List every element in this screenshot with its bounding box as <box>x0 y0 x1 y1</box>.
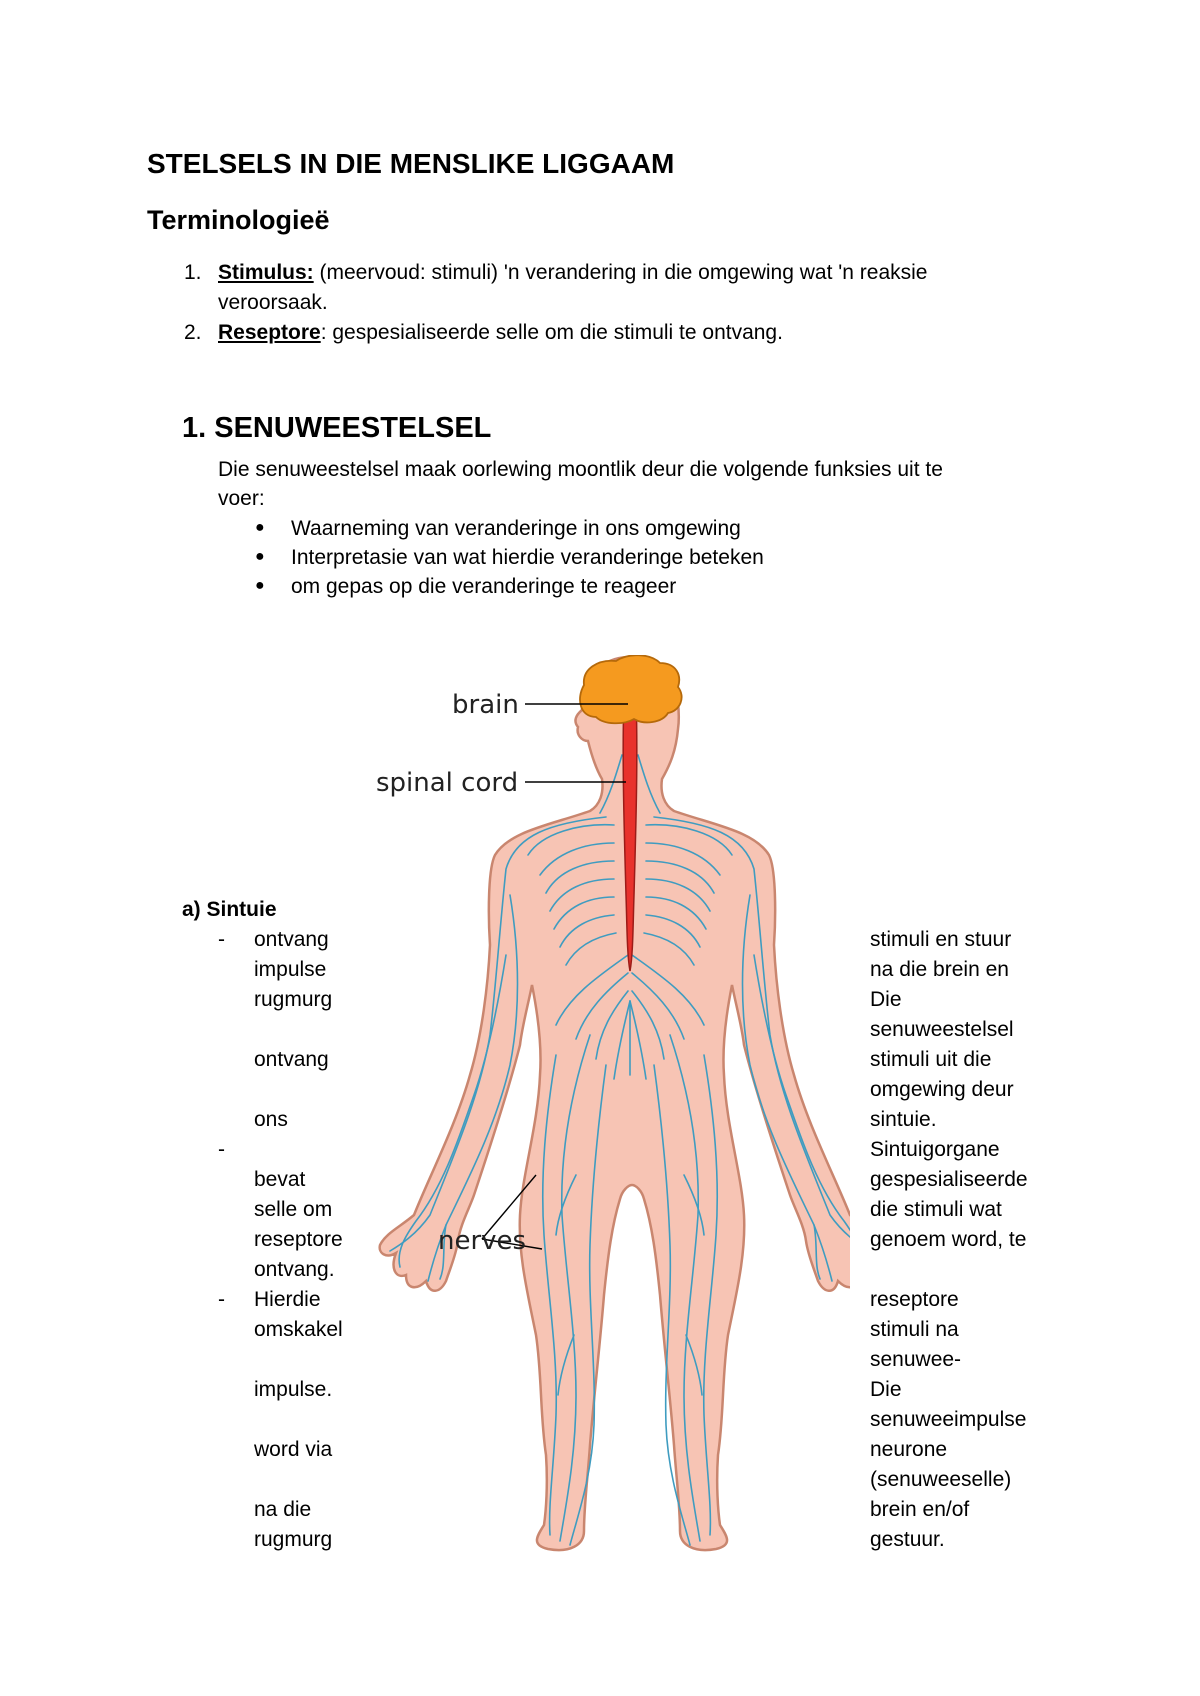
bullet-icon: ● <box>255 548 265 565</box>
term-number: 1. <box>184 261 202 284</box>
right-column-line: reseptore <box>870 1288 959 1311</box>
term-number: 2. <box>184 321 202 344</box>
right-column-line: Die <box>870 1378 902 1401</box>
figure-label-brain: brain <box>452 690 519 720</box>
term-item <box>218 258 1078 318</box>
left-column-line: ontvang. <box>254 1258 335 1281</box>
nervous-system-figure <box>370 655 850 1555</box>
right-column-line: senuweeimpulse <box>870 1408 1027 1431</box>
subsection-heading: a) Sintuie <box>182 898 277 921</box>
left-column-line: ontvang <box>254 928 329 951</box>
left-column-line: impulse. <box>254 1378 333 1401</box>
bullet-icon: ● <box>255 519 265 536</box>
term-definition: : gespesialiseerde selle om die stimuli te ontvang. <box>320 321 783 344</box>
left-column-line: selle om <box>254 1198 333 1221</box>
left-column-line: omskakel <box>254 1318 343 1341</box>
left-column-line: ontvang <box>254 1048 329 1071</box>
section-intro: Die senuweestelsel maak oorlewing moontlik deur die volgende funksies uit te <box>218 458 943 481</box>
term-definition-cont: veroorsaak. <box>218 291 328 314</box>
left-column-line: na die <box>254 1498 312 1521</box>
list-dash: - <box>218 928 225 951</box>
right-column-line: neurone <box>870 1438 948 1461</box>
terminology-heading: Terminologieë <box>147 205 330 235</box>
page-title: STELSELS IN DIE MENSLIKE LIGGAAM <box>147 148 675 179</box>
left-column-line: rugmurg <box>254 1528 333 1551</box>
right-column-line: na die brein en <box>870 958 1009 981</box>
right-column-line: genoem word, te <box>870 1228 1027 1251</box>
list-dash: - <box>218 1288 225 1311</box>
list-dash: - <box>218 1138 225 1161</box>
section-heading: 1. SENUWEESTELSEL <box>182 412 492 444</box>
brain-shape <box>580 655 682 723</box>
right-column-line: stimuli na <box>870 1318 959 1341</box>
right-column-line: senuwee- <box>870 1348 962 1371</box>
bullet-item: Interpretasie van wat hierdie veranderinge beteken <box>291 546 764 569</box>
right-column-line: omgewing deur <box>870 1078 1014 1101</box>
term-definition: (meervoud: stimuli) 'n verandering in die omgewing wat 'n reaksie <box>313 261 928 284</box>
right-column-line: brein en/of <box>870 1498 970 1521</box>
left-column-line: word via <box>254 1438 333 1461</box>
term-item <box>218 318 1078 348</box>
left-column-line: Hierdie <box>254 1288 321 1311</box>
left-column-line: bevat <box>254 1168 306 1191</box>
figure-label-nerves: nerves <box>438 1226 527 1256</box>
left-column-line: impulse <box>254 958 327 981</box>
right-column-line: sintuie. <box>870 1108 937 1131</box>
right-column-line: (senuweeselle) <box>870 1468 1012 1491</box>
bullet-item: Waarneming van veranderinge in ons omgewing <box>291 517 741 540</box>
left-column-line: ons <box>254 1108 288 1131</box>
left-column-line: reseptore <box>254 1228 343 1251</box>
bullet-item: om gepas op die veranderinge te reageer <box>291 575 677 598</box>
figure-label-spinal-cord: spinal cord <box>376 768 519 798</box>
term-word: Reseptore <box>218 321 321 344</box>
right-column-line: stimuli en stuur <box>870 928 1012 951</box>
left-column-line: rugmurg <box>254 988 333 1011</box>
right-column-line: gestuur. <box>870 1528 945 1551</box>
right-column-line: gespesialiseerde <box>870 1168 1028 1191</box>
right-column-line: Sintuigorgane <box>870 1138 1000 1161</box>
right-column-line: die stimuli wat <box>870 1198 1002 1221</box>
term-word: Stimulus: <box>218 261 314 284</box>
section-intro-cont: voer: <box>218 487 265 510</box>
bullet-icon: ● <box>255 577 265 594</box>
right-column-line: senuweestelsel <box>870 1018 1014 1041</box>
right-column-line: stimuli uit die <box>870 1048 992 1071</box>
right-column-line: Die <box>870 988 902 1011</box>
